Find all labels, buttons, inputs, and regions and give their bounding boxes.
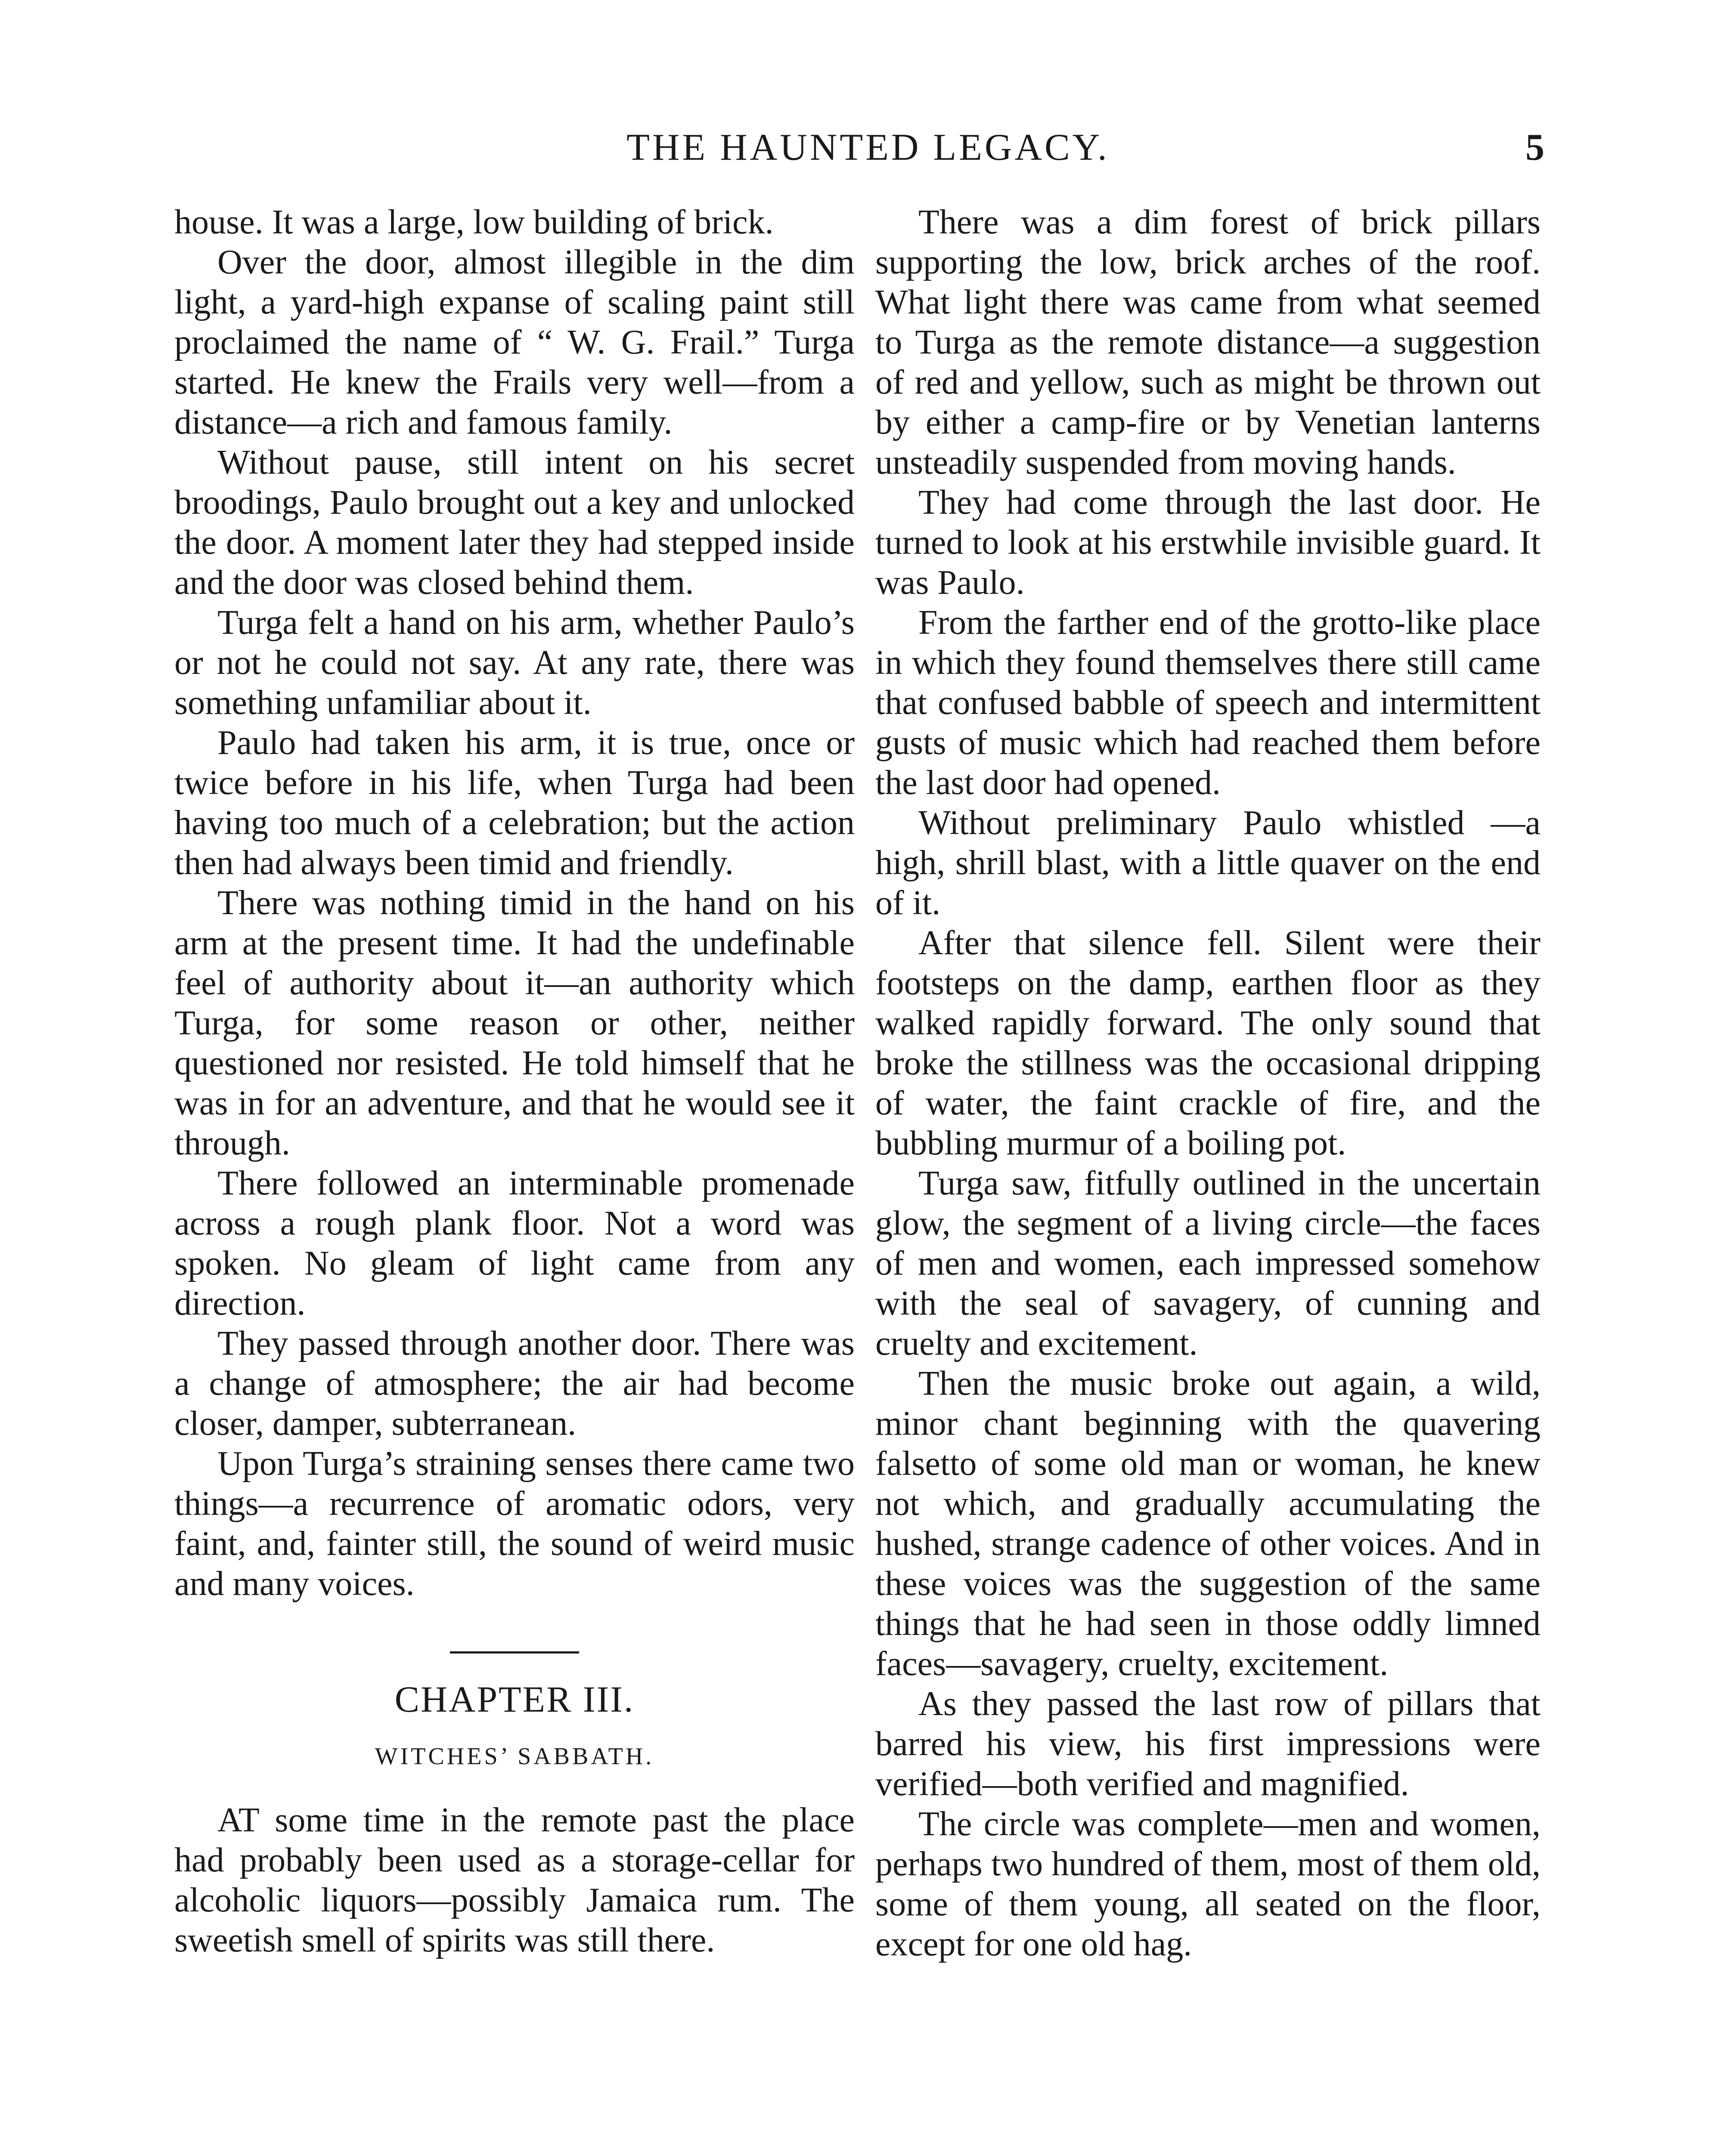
paragraph: Turga felt a hand on his arm, whether Paulo’s or not he could not say. At any rate, there was something unfamiliar about it.	[174, 604, 855, 722]
paragraph: From the farther end of the grotto-like place in which they found themselves there still came that confused babble of speech and intermittent gusts of music which had reached them before the last door had opened.	[875, 604, 1541, 802]
page-header	[0, 126, 1736, 173]
paragraph: house. It was a large, low building of brick.	[174, 203, 774, 241]
paragraph: Then the music broke out again, a wild, minor chant beginning with the quavering falsetto of some old man or woman, he knew not which, and gradually accumulating the hushed, strange cadence of other voices. And in these voices was the suggestion of the same things that he had seen in those oddly limned faces—savagery, cruelty, excitement.	[875, 1365, 1541, 1683]
left-column	[174, 202, 855, 1961]
chapter-subtitle: WITCHES’ SABBATH.	[375, 1743, 654, 1770]
paragraph: Upon Turga’s straining senses there came two things—a recurrence of aromatic odors, very faint, and, fainter still, the sound of weird music and many voices.	[174, 1445, 855, 1603]
paragraph: Turga saw, fitfully outlined in the uncertain glow, the segment of a living circle—the faces of men and women, each impressed somehow with the seal of savagery, of cunning and cruelty and excitement.	[875, 1164, 1541, 1362]
paragraph: As they passed the last row of pillars that barred his view, his first impressions were verified—both verified and magnified.	[875, 1685, 1541, 1803]
paragraph: There was a dim forest of brick pillars supporting the low, brick arches of the roof. What light there was came from what seemed to Turga as the remote distance—a suggestion of red and yellow, such as might be thrown out by either a camp-fire or by Venetian lanterns unsteadily suspended from moving hands.	[875, 203, 1541, 481]
paragraph: Without preliminary Paulo whistled —a high, shrill blast, with a little quaver on the end of it.	[875, 804, 1541, 922]
paragraph: AT some time in the remote past the place had probably been used as a storage-cellar for alcoholic liquors—possibly Jamaica rum. The sweetish smell of spirits was still there.	[174, 1801, 855, 1959]
paragraph: Paulo had taken his arm, it is true, once or twice before in his life, when Turga had been having too much of a celebration; but the action then had always been timid and friendly.	[174, 724, 855, 882]
paragraph: They had come through the last door. He turned to look at his erstwhile invisible guard. It was Paulo.	[875, 484, 1541, 602]
paragraph: After that silence fell. Silent were their footsteps on the damp, earthen floor as they walked rapidly forward. The only sound that broke the stillness was the occasional dripping of water, the faint crackle of fire, and the bubbling murmur of a boiling pot.	[875, 924, 1541, 1162]
paragraph: There was nothing timid in the hand on his arm at the present time. It had the undefinable feel of authority about it—an authority which Turga, for some reason or other, neither questioned nor resisted. He told himself that he was in for an adventure, and that he would see it through.	[174, 884, 855, 1162]
chapter-heading: CHAPTER III.	[394, 1678, 635, 1720]
paragraph: There followed an interminable promenade across a rough plank floor. Not a word was spoken. No gleam of light came from any direction.	[174, 1164, 855, 1322]
right-column	[875, 202, 1541, 1964]
running-title: THE HAUNTED LEGACY.	[626, 127, 1110, 168]
paragraph: Over the door, almost illegible in the dim light, a yard-high expanse of scaling paint still proclaimed the name of “ W. G. Frail.” Turga started. He knew the Frails very well—from a distance—a rich and famous family.	[174, 243, 855, 441]
paragraph: They passed through another door. There was a change of atmosphere; the air had become closer, damper, subterranean.	[174, 1325, 855, 1443]
paragraph: Without pause, still intent on his secret broodings, Paulo brought out a key and unlocked the door. A moment later they had stepped inside and the door was closed behind them.	[174, 444, 855, 602]
paragraph: The circle was complete—men and women, perhaps two hundred of them, most of them old, some of them young, all seated on the floor, except for one old hag.	[875, 1805, 1541, 1963]
chapter-divider	[450, 1651, 579, 1654]
page-number: 5	[1525, 127, 1544, 168]
